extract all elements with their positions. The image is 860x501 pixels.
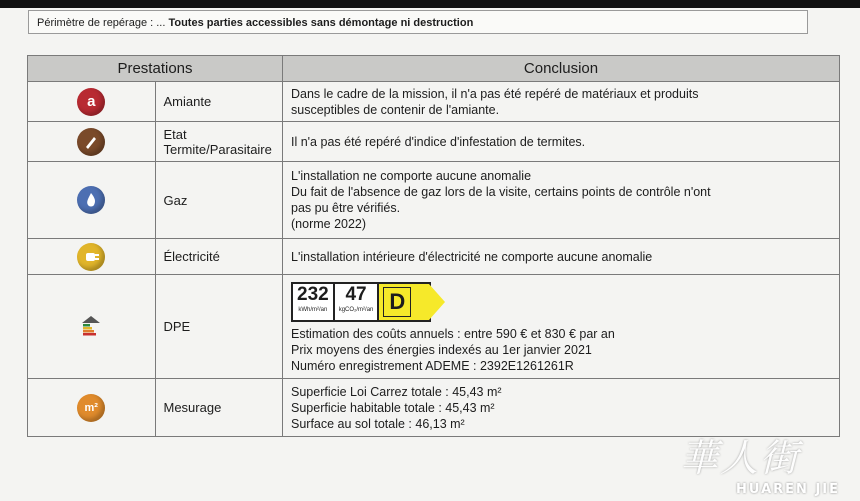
prestation-label: Etat Termite/Parasitaire xyxy=(155,122,283,162)
conclusion-line: L'installation ne comporte aucune anomalie xyxy=(291,169,532,183)
watermark-chars: 華人街 xyxy=(680,436,801,480)
conclusion-line: Estimation des coûts annuels : entre 590 € et 830 € par an xyxy=(291,326,615,341)
conclusion-line: pas pu être vérifiés. xyxy=(291,201,401,215)
dpe-energy-unit: kWh/m²/an xyxy=(298,306,328,313)
conclusion-line: Du fait de l'absence de gaz lors de la visite, certains points de contrôle n'ont xyxy=(291,185,711,199)
conclusion-cell xyxy=(283,82,840,122)
termite-pencil-icon xyxy=(77,128,105,156)
conclusion-line: L'installation intérieure d'électricité ne comporte aucune anomalie xyxy=(291,249,653,264)
conclusion-line: (norme 2022) xyxy=(291,217,367,231)
mesurage-m-icon xyxy=(77,394,105,422)
icon-cell xyxy=(28,162,156,239)
perimeter-label: Périmètre de repérage : ... xyxy=(37,17,169,29)
conclusion-line: Numéro enregistrement ADEME : 2392E1261261R xyxy=(291,358,574,373)
prestation-label: Électricité xyxy=(155,239,283,275)
icon-cell xyxy=(28,82,156,122)
table-header-row xyxy=(28,56,840,82)
conclusion-cell xyxy=(283,275,840,379)
conclusion-line: Superficie Loi Carrez totale : 45,43 m² xyxy=(291,384,502,399)
mesurage-icon-glyph: m² xyxy=(84,401,98,414)
icon-cell xyxy=(28,239,156,275)
electricity-plug-icon xyxy=(77,243,105,271)
icon-cell xyxy=(28,379,156,437)
header-conclusion: Conclusion xyxy=(283,56,840,82)
dpe-label-badge xyxy=(291,282,431,322)
dpe-ges-value: 47 xyxy=(345,283,367,305)
conclusion-line: Surface au sol totale : 46,13 m² xyxy=(291,416,465,431)
conclusion-line: susceptibles de contenir de l'amiante. xyxy=(291,102,500,117)
conclusion-line: Dans le cadre de la mission, il n'a pas été repéré de matériaux et produits xyxy=(291,86,699,101)
conclusion-cell xyxy=(283,162,840,239)
conclusion-cell xyxy=(283,122,840,162)
table-row xyxy=(28,239,840,275)
prestation-label: DPE xyxy=(155,275,283,379)
conclusion-line: Il n'a pas été repéré d'indice d'infestation de termites. xyxy=(291,134,586,149)
table-row xyxy=(28,162,840,239)
perimeter-value: Toutes parties accessibles sans démontage ni destruction xyxy=(168,17,474,29)
conclusion-cell xyxy=(283,239,840,275)
gas-flame-icon xyxy=(77,186,105,214)
icon-cell xyxy=(28,122,156,162)
table-row xyxy=(28,82,840,122)
table-row xyxy=(28,275,840,379)
dpe-grade-arrow xyxy=(379,284,429,320)
perimeter-box xyxy=(28,10,808,34)
icon-cell xyxy=(28,275,156,379)
dpe-energy-box xyxy=(293,284,335,320)
watermark-text: HUAREN JIE xyxy=(736,482,840,497)
prestation-label: Mesurage xyxy=(155,379,283,437)
dpe-house-icon xyxy=(79,313,103,340)
dpe-ges-box xyxy=(335,284,380,320)
dpe-ges-unit: kgCO₂/m²/an xyxy=(338,306,374,313)
diagnostics-table xyxy=(27,55,840,437)
dpe-energy-value: 232 xyxy=(297,283,329,305)
amiante-a-icon xyxy=(77,88,105,116)
conclusion-line: Prix moyens des énergies indexés au 1er janvier 2021 xyxy=(291,342,592,357)
table-row xyxy=(28,122,840,162)
conclusion-line: Superficie habitable totale : 45,43 m² xyxy=(291,400,495,415)
amiante-icon-glyph: a xyxy=(87,92,96,110)
prestation-label: Amiante xyxy=(155,82,283,122)
top-dark-bar xyxy=(0,0,860,8)
prestation-label: Gaz xyxy=(155,162,283,239)
watermark xyxy=(680,427,850,497)
header-prestations: Prestations xyxy=(28,56,283,82)
dpe-grade-letter: D xyxy=(383,287,411,317)
